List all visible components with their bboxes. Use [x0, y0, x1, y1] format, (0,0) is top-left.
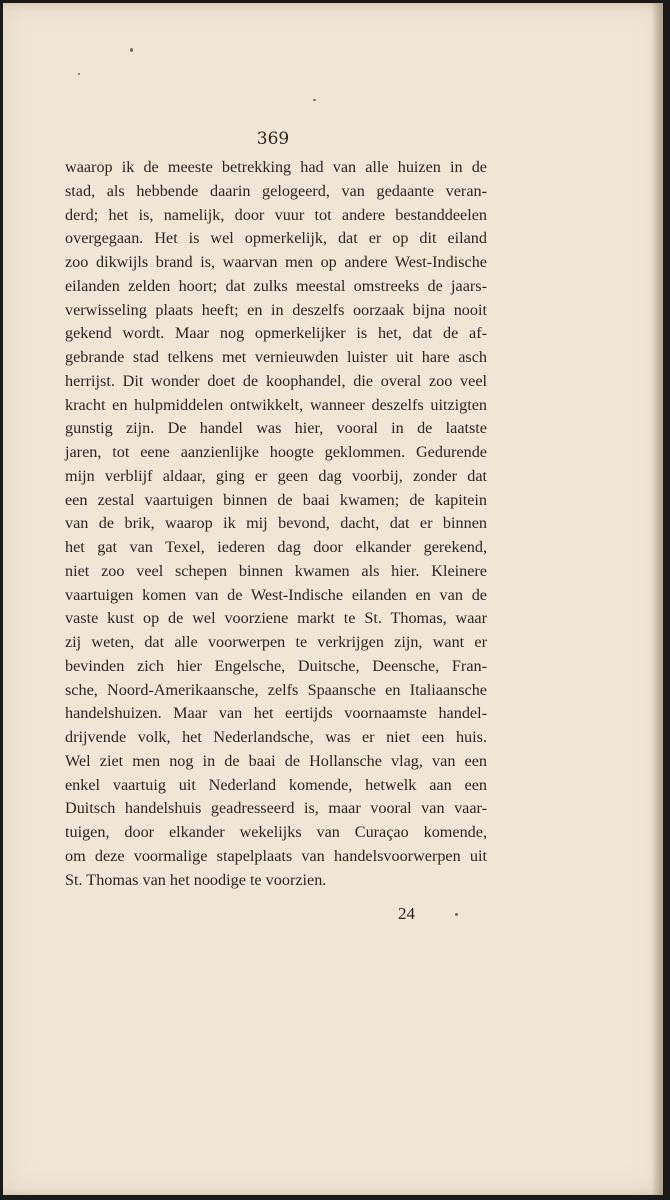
text-line: sche, Noord-Amerikaansche, zelfs Spaansche en Italiaansche	[65, 680, 487, 699]
text-line: gekend wordt. Maar nog opmerkelijker is het, dat de af-	[65, 324, 487, 343]
text-line: bevinden zich hier Engelsche, Duitsche, Deensche, Fran-	[65, 656, 487, 675]
paper-speck	[130, 48, 133, 52]
paper-speck	[455, 913, 458, 916]
text-line: overgegaan. Het is wel opmerkelijk, dat er op dit eiland	[65, 229, 487, 248]
text-line: een zestal vaartuigen binnen de baai kwamen; de kapitein	[65, 490, 487, 509]
text-line: zij weten, dat alle voorwerpen te verkrijgen zijn, want er	[65, 633, 487, 651]
text-line: om deze voormalige stapelplaats van handelsvoorwerpen uit	[65, 846, 487, 865]
text-line: tuigen, door elkander wekelijks van Curaçao komende,	[65, 823, 487, 841]
text-line: Wel ziet men nog in de baai de Hollansche vlag, van een	[65, 751, 487, 770]
text-line: eilanden zelden hoort; dat zulks meestal omstreeks de jaars-	[65, 276, 487, 295]
text-line: kracht en hulpmiddelen ontwikkelt, wanneer deszelfs uitzigten	[65, 395, 487, 414]
text-line: waarop ik de meeste betrekking had van alle huizen in de	[65, 158, 487, 176]
text-line: drijvende volk, het Nederlandsche, was er niet een huis.	[65, 728, 487, 746]
text-line: Duitsch handelshuis geadresseerd is, maar vooral van vaar-	[65, 799, 487, 818]
text-line: jaren, tot eene aanzienlijke hoogte geklommen. Gedurende	[65, 443, 487, 461]
text-line: zoo dikwijls brand is, waarvan men op andere West-Indische	[65, 253, 487, 271]
text-line: herrijst. Dit wonder doet de koophandel, die overal zoo veel	[65, 371, 487, 390]
text-line: handelshuizen. Maar van het eertijds voornaamste handel-	[65, 704, 487, 723]
text-line: verwisseling plaats heeft; en in deszelfs oorzaak bijna nooit	[65, 300, 487, 319]
text-line: vaartuigen komen van de West-Indische eilanden en van de	[65, 585, 487, 604]
text-line: gebrande stad telkens met vernieuwden luister uit hare asch	[65, 348, 487, 366]
text-line: St. Thomas van het noodige te voorzien.	[65, 870, 327, 889]
text-line: niet zoo veel schepen binnen kwamen als hier. Kleinere	[65, 561, 487, 580]
text-line: van de brik, waarop ik mij bevond, dacht, dat er binnen	[65, 514, 487, 533]
text-line: mijn verblijf aldaar, ging er geen dag voorbij, zonder dat	[65, 466, 487, 485]
text-line: derd; het is, namelijk, door vuur tot andere bestanddeelen	[65, 205, 487, 224]
text-line: enkel vaartuig uit Nederland komende, hetwelk aan een	[65, 775, 487, 794]
page-number: 369	[256, 129, 290, 149]
signature-mark: 24	[398, 904, 415, 923]
text-line: vaste kust op de wel voorziene markt te St. Thomas, waar	[65, 609, 487, 628]
paper-speck	[313, 99, 316, 101]
book-page	[3, 3, 663, 1195]
page-edge-shadow	[651, 3, 663, 1195]
text-line: stad, als hebbende daarin gelogeerd, van gedaante veran-	[65, 181, 487, 200]
text-line: het gat van Texel, iederen dag door elkander gerekend,	[65, 538, 487, 556]
body-text	[65, 156, 487, 892]
paper-speck	[78, 73, 80, 75]
text-line: gunstig zijn. De handel was hier, vooral in de laatste	[65, 419, 487, 438]
